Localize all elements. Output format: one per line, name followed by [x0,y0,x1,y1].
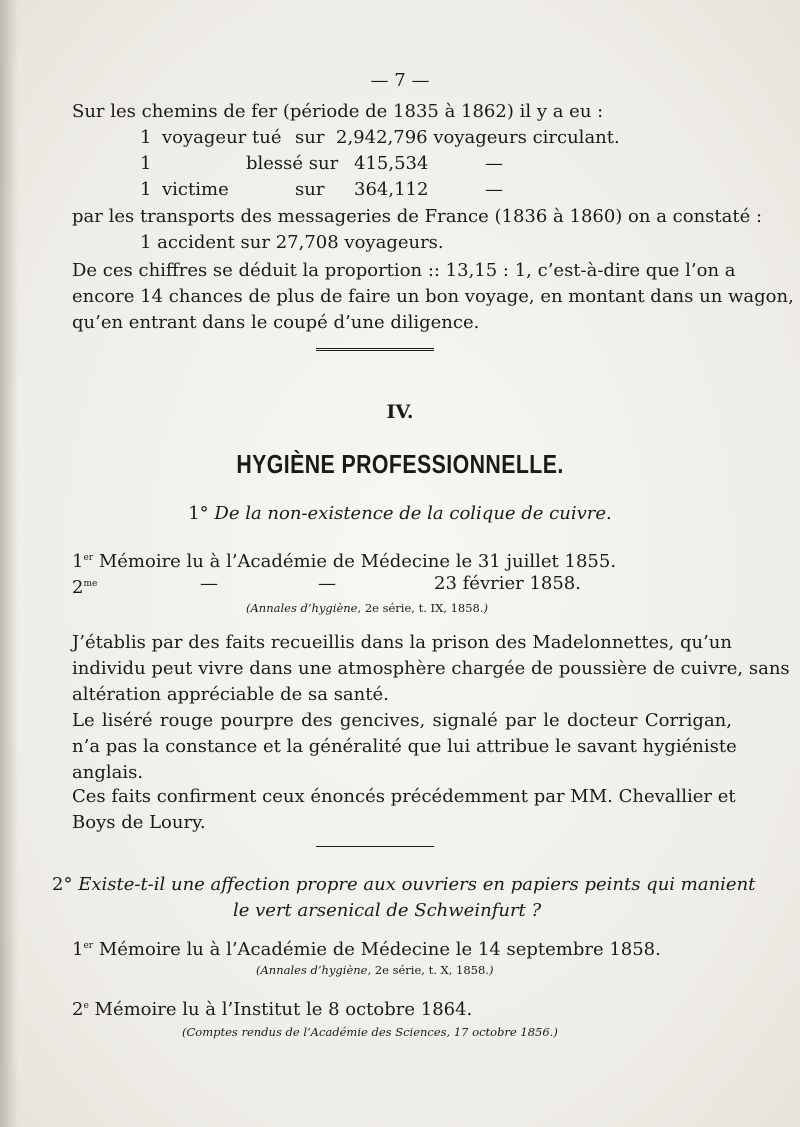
rail-ditto: — [485,153,503,174]
page-number: — 7 — [370,70,430,91]
rail-label: blessé sur [246,153,339,174]
subsection-number: 1° [188,503,209,524]
memoir-text: Mémoire lu à l’Académie de Médecine le 14 septembre 1858. [98,939,661,960]
subsection-title: Existe-t-il une affection propre aux ouvriers en papiers peints qui manient [78,874,756,895]
paragraph-line: Ces faits confirment ceux énoncés précédemment par MM. Chevallier et [72,786,736,807]
rail-ditto: — [485,179,503,200]
conclusion-line: qu’en entrant dans le coupé d’une diligence. [72,312,480,333]
paragraph-line: J’établis par des faits recueillis dans la prison des Madelonnettes, qu’un [72,632,732,653]
ditto-dash: — [200,573,218,594]
memoir-text: Mémoire lu à l’Institut le 8 octobre 1864. [94,999,473,1020]
paragraph-line: n’a pas la constance et la généralité que lui attribue le savant hygiéniste [72,736,737,757]
conclusion-line: encore 14 chances de plus de faire un bon voyage, en montant dans un wagon, [72,286,794,307]
subsection-heading [52,874,755,896]
paragraph-line: anglais. [72,762,144,783]
conclusion-line: De ces chiffres se déduit la proportion :: 13,15 : 1, c’est-à-dire que l’on a [72,260,736,281]
rail-value: 364,112 [354,179,429,200]
section-number: IV. [386,401,414,423]
rail-count: 1 [140,127,152,148]
document-page: — 7 — Sur les chemins de fer (période de 1835 à 1862) il y a eu : 1 voyageur tué sur 2,942,796 voyageurs circulant. 1 blessé sur 415,534 — 1 victime sur 364,112 — par les transports des messageries de France (1836 à 1860) on a constaté : 1 accident sur 27,708 voyageurs. De ces chiffres se déduit la proportion :: 13,15 : 1, c’est-à-dire que l’on a encore 14 chances de plus de faire un bon voyage, en montant dans un wagon, qu’en entrant dans le coupé d’une diligence. IV. HYGIÈNE PROFESSIONNELLE. 1° De la non-existence de la colique de cuivre. 1er Mémoire lu à l’Académie de Médecine le 31 juillet 1855. $2^{me}$ — — 23 février 1858. (Annales d’hygiène, 2e série, t. IX, 1858.) J’établis par des faits recueillis dans la prison des Madelonnettes, qu’un individu peut vivre dans une atmosphère chargée de poussière de cuivre, sans altération appréciable de sa santé. Le liséré rouge pourpre des gencives, signalé par le docteur Corrigan, n’a pas la constance et la généralité que lui attribue le savant hygiéniste anglais. Ces faits confirment ceux énoncés précédemment par MM. Chevallier et Boys de Loury. 2° Existe-t-il une affection propre aux ouvriers en papiers peints qui manient le vert arsenical de Schweinfurt ? 1er Mémoire lu à l’Académie de Médecine le 14 septembre 1858. (Annales d’hygiène, 2e série, t. X, 1858.) 2e Mémoire lu à l’Institut le 8 octobre 1864. (Comptes rendus de l’Académie des Sciences, 17 octobre 1856.) [0,0,800,1127]
memoir-line: 2e Mémoire lu à l’Institut le 8 octobre 1864. [72,999,473,1020]
accident-line: 1 accident sur 27,708 voyageurs. [140,232,444,253]
paragraph-line: Boys de Loury. [72,812,206,833]
paragraph-line: Le liséré rouge pourpre des gencives, signalé par le docteur Corrigan, [72,710,732,731]
reference: (Annales d’hygiène, 2e série, t. IX, 1858.) [246,601,488,615]
section-divider [316,348,434,351]
reference: (Comptes rendus de l’Académie des Sciences, 17 octobre 1856.) [182,1025,558,1039]
memoir-date: 23 février 1858. [434,573,581,594]
paragraph-line: individu peut vivre dans une atmosphère chargée de poussière de cuivre, sans [72,658,790,679]
rail-label: voyageur tué [162,127,282,148]
ditto-dash: — [318,573,336,594]
memoir-line: 1er Mémoire lu à l’Académie de Médecine le 31 juillet 1855. [72,551,617,572]
subsection-title-cont: le vert arsenical de Schweinfurt ? [233,900,542,921]
rail-count: 1 [140,153,152,174]
rail-value: 415,534 [354,153,429,174]
subsection-heading [0,503,800,524]
rail-intro: Sur les chemins de fer (période de 1835 à 1862) il y a eu : [72,101,604,122]
rail-value: 2,942,796 voyageurs circulant. [336,127,620,148]
subsection-title: De la non-existence de la colique de cuivre. [214,503,612,524]
rail-count: 1 [140,179,152,200]
memoir-line: 1er Mémoire lu à l’Académie de Médecine le 14 septembre 1858. [72,939,661,960]
rail-sur: sur [295,127,325,148]
memoir-text: Mémoire lu à l’Académie de Médecine le 31 juillet 1855. [98,551,617,572]
subsection-number: 2° [52,874,73,895]
rail-sur: sur [295,179,325,200]
rail-label: victime [162,179,229,200]
section-divider [316,846,434,847]
messageries-line: par les transports des messageries de France (1836 à 1860) on a constaté : [72,206,763,227]
section-title: HYGIÈNE PROFESSIONNELLE. [236,449,564,479]
paragraph-line: altération appréciable de sa santé. [72,684,389,705]
reference: (Annales d’hygiène, 2e série, t. X, 1858.) [256,963,494,977]
